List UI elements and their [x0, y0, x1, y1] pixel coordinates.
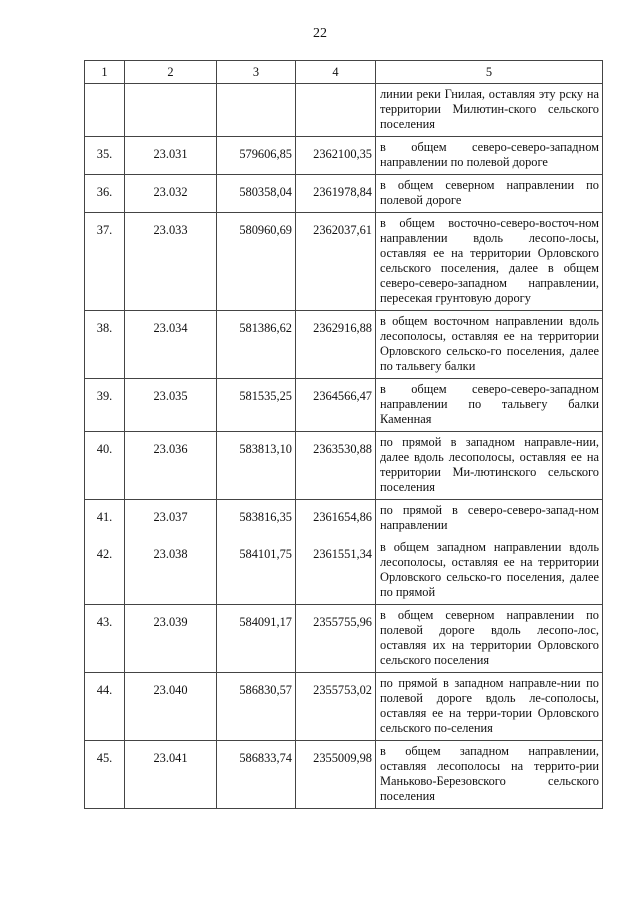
cell-y: 2355753,02 — [296, 673, 376, 741]
cell-num: 36. — [85, 175, 125, 213]
cell-y: 2362100,35 — [296, 137, 376, 175]
cell-x: 581535,25 — [217, 379, 296, 432]
continuation-description: линии реки Гнилая, оставляя эту рску на территории Милютин-ского сельского поселения — [376, 84, 603, 137]
header-col-1: 1 — [85, 61, 125, 84]
table-row — [85, 379, 603, 432]
cell-point: 23.035 — [125, 379, 217, 432]
cell-point: 23.032 — [125, 175, 217, 213]
cell-x: 579606,85 — [217, 137, 296, 175]
cell-x: 583813,10 — [217, 432, 296, 500]
cell-y: 2364566,47 — [296, 379, 376, 432]
cell-num: 40. — [85, 432, 125, 500]
boundary-table — [84, 60, 603, 809]
cell-y: 2355755,96 — [296, 605, 376, 673]
cell-point: 23.039 — [125, 605, 217, 673]
cell-point: 23.036 — [125, 432, 217, 500]
cell-description: в общем восточно-северо-восточ-ном направлении вдоль лесопо-лосы, оставляя ее на территории Орловского сельского поселения, далее в общем северо-северо-западном направлении, пересекая грунтовую дорогу — [376, 213, 603, 311]
table-row — [85, 175, 603, 213]
cell-description: в общем северном направлении по полевой дороге вдоль лесопо-лос, оставляя их на территории Орловского сельского поселения — [376, 605, 603, 673]
cell-x: 580960,69 — [217, 213, 296, 311]
cell-description: по прямой в западном направле-нии, далее вдоль лесополосы, оставляя ее на территории Ми-лютинского сельского поселения — [376, 432, 603, 500]
table-row — [85, 673, 603, 741]
cell-description: в общем западном направлении вдоль лесополосы, оставляя ее на территории Орловского сельско-го поселения, далее по прямой — [376, 537, 603, 605]
cell-description: в общем северо-северо-западном направлении по тальвегу балки Каменная — [376, 379, 603, 432]
header-col-5: 5 — [376, 61, 603, 84]
cell-point: 23.031 — [125, 137, 217, 175]
cell-num: 45. — [85, 741, 125, 809]
cell-point: 23.033 — [125, 213, 217, 311]
cell-description: в общем западном направлении, оставляя лесополосы на террито-рии Маньково-Березовского сельского поселения — [376, 741, 603, 809]
cell-point: 23.041 — [125, 741, 217, 809]
page-number: 22 — [313, 26, 327, 41]
header-col-4: 4 — [296, 61, 376, 84]
header-col-2: 2 — [125, 61, 217, 84]
cell-y: 2362037,61 — [296, 213, 376, 311]
table-row — [85, 500, 603, 538]
header-col-3: 3 — [217, 61, 296, 84]
table-row — [85, 432, 603, 500]
cell-x: 584101,75 — [217, 537, 296, 605]
cell-x — [217, 84, 296, 137]
cell-x: 580358,04 — [217, 175, 296, 213]
table-row — [85, 605, 603, 673]
cell-description: в общем северо-северо-западном направлении по полевой дороге — [376, 137, 603, 175]
cell-num: 44. — [85, 673, 125, 741]
cell-x: 586833,74 — [217, 741, 296, 809]
cell-x: 583816,35 — [217, 500, 296, 538]
cell-point: 23.034 — [125, 311, 217, 379]
cell-num — [85, 84, 125, 137]
cell-point: 23.038 — [125, 537, 217, 605]
table-row — [85, 213, 603, 311]
cell-y: 2362916,88 — [296, 311, 376, 379]
table-row — [85, 537, 603, 605]
cell-description: в общем северном направлении по полевой дороге — [376, 175, 603, 213]
table-row — [85, 137, 603, 175]
cell-num: 37. — [85, 213, 125, 311]
cell-y: 2361551,34 — [296, 537, 376, 605]
cell-x: 586830,57 — [217, 673, 296, 741]
cell-y — [296, 84, 376, 137]
cell-x: 581386,62 — [217, 311, 296, 379]
cell-description: по прямой в северо-северо-запад-ном направлении — [376, 500, 603, 538]
cell-num: 39. — [85, 379, 125, 432]
cell-num: 43. — [85, 605, 125, 673]
cell-y: 2363530,88 — [296, 432, 376, 500]
cell-y: 2361654,86 — [296, 500, 376, 538]
header-row — [85, 61, 603, 84]
cell-point — [125, 84, 217, 137]
cell-num: 42. — [85, 537, 125, 605]
cell-num: 35. — [85, 137, 125, 175]
cell-description: в общем восточном направлении вдоль лесополосы, оставляя ее на территории Орловского сельско-го поселения, далее по тальвегу балки — [376, 311, 603, 379]
cell-point: 23.037 — [125, 500, 217, 538]
cell-num: 38. — [85, 311, 125, 379]
continuation-row — [85, 84, 603, 137]
cell-y: 2361978,84 — [296, 175, 376, 213]
cell-y: 2355009,98 — [296, 741, 376, 809]
table-row — [85, 741, 603, 809]
cell-point: 23.040 — [125, 673, 217, 741]
cell-x: 584091,17 — [217, 605, 296, 673]
cell-num: 41. — [85, 500, 125, 538]
cell-description: по прямой в западном направле-нии по полевой дороге вдоль ле-сополосы, оставляя ее на терри-тории Орловского сельского по-селения — [376, 673, 603, 741]
table-row — [85, 311, 603, 379]
